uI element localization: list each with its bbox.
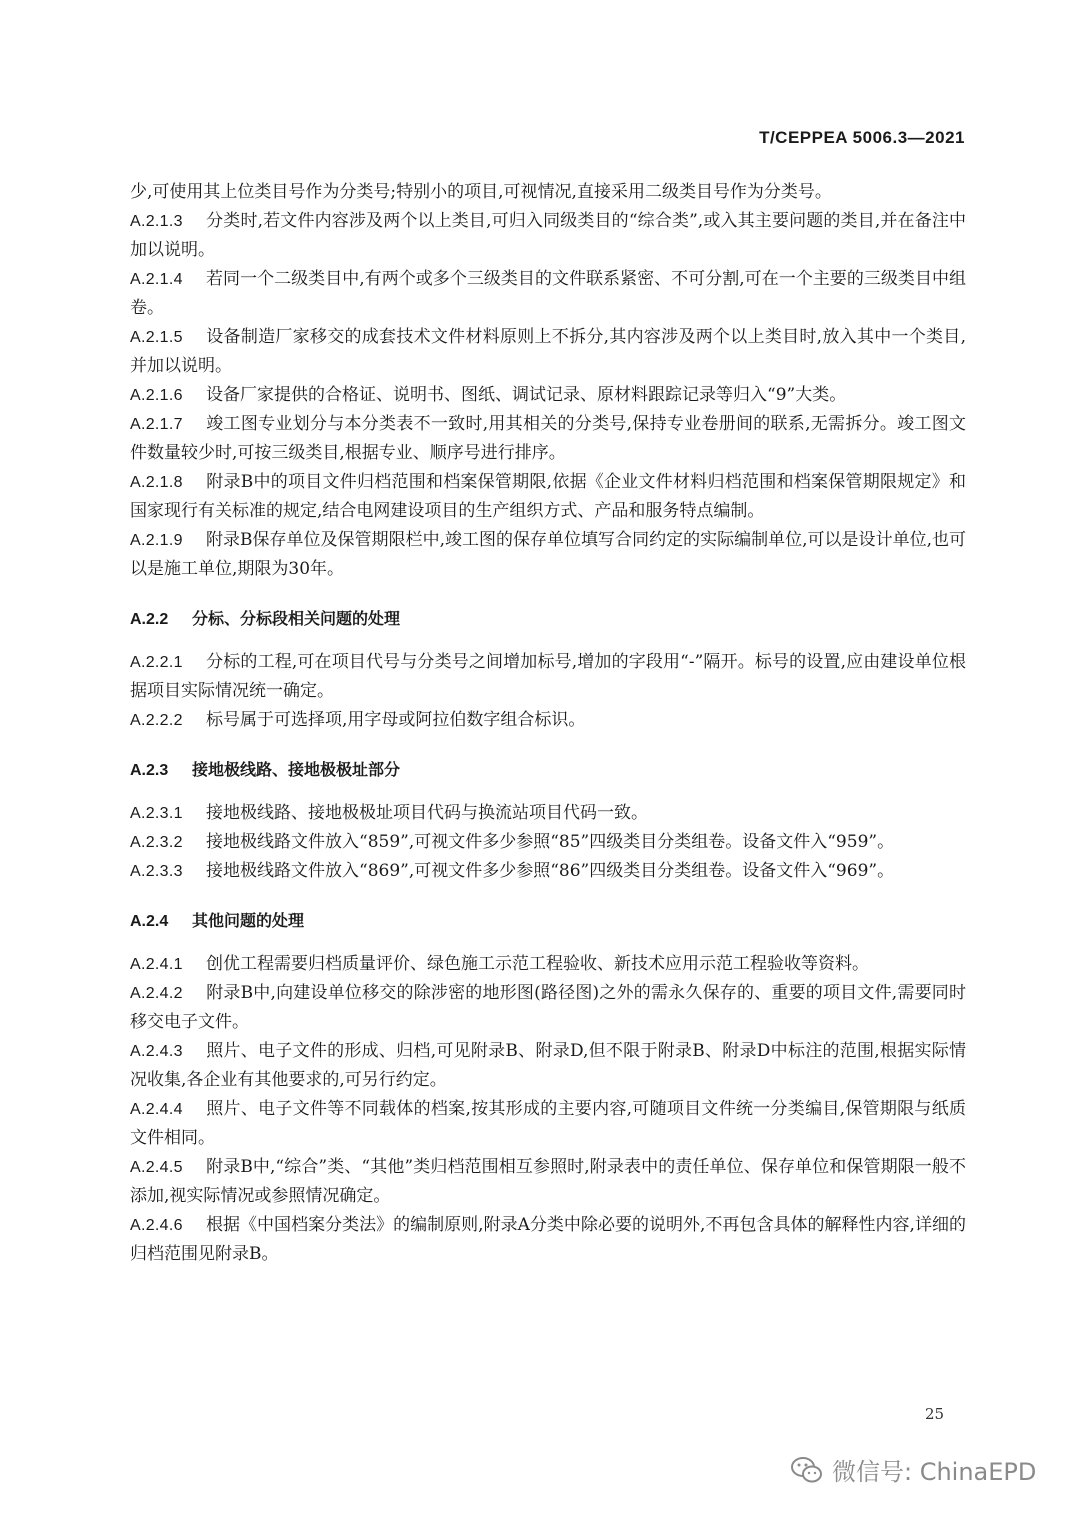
watermark-text: 微信号: ChinaEPD	[832, 1458, 1037, 1486]
clause-paragraph	[130, 1037, 966, 1095]
clause-number: A.2.2.1	[130, 654, 183, 671]
section-heading	[130, 755, 966, 785]
clause-paragraph	[130, 381, 966, 410]
page-number: 25	[925, 1405, 945, 1423]
clause-paragraph	[130, 410, 966, 468]
clause-paragraph	[130, 706, 966, 735]
continuation-paragraph	[130, 178, 966, 207]
clause-text: 附录B中,向建设单位移交的除涉密的地形图(路径图)之外的需永久保存的、重要的项目文件,需要同时移交电子文件。	[130, 983, 966, 1032]
clause-text: 附录B中的项目文件归档范围和档案保管期限,依据《企业文件材料归档范围和档案保管期限规定》和国家现行有关标准的规定,结合电网建设项目的生产组织方式、产品和服务特点编制。	[130, 472, 966, 521]
clause-text: 照片、电子文件的形成、归档,可见附录B、附录D,但不限于附录B、附录D中标注的范围,根据实际情况收集,各企业有其他要求的,可另行约定。	[130, 1041, 966, 1090]
clause-number: A.2.2.2	[130, 712, 183, 729]
clause-number: A.2.4.2	[130, 985, 183, 1002]
clause-paragraph	[130, 323, 966, 381]
wechat-icon	[790, 1455, 824, 1485]
clause-number: A.2.3.3	[130, 863, 183, 880]
clause-number: A.2.3.1	[130, 805, 183, 822]
clause-text: 创优工程需要归档质量评价、绿色施工示范工程验收、新技术应用示范工程验收等资料。	[206, 954, 869, 974]
clause-number: A.2.1.9	[130, 532, 183, 549]
clause-paragraph	[130, 950, 966, 979]
clause-text: 接地极线路、接地极极址部分	[192, 760, 401, 779]
clause-text: 接地极线路文件放入“859”,可视文件多少参照“85”四级类目分类组卷。设备文件入“959”。	[206, 832, 895, 852]
section-heading	[130, 906, 966, 936]
document-body	[130, 178, 966, 1269]
clause-paragraph	[130, 979, 966, 1037]
clause-paragraph	[130, 468, 966, 526]
clause-paragraph	[130, 1211, 966, 1269]
clause-number: A.2.1.8	[130, 474, 183, 491]
clause-number: A.2.1.3	[130, 213, 183, 230]
clause-number: A.2.4.5	[130, 1159, 183, 1176]
clause-text: 标号属于可选择项,用字母或阿拉伯数字组合标识。	[206, 710, 586, 730]
clause-number: A.2.1.7	[130, 416, 183, 433]
clause-number: A.2.3	[130, 762, 169, 779]
clause-text: 分类时,若文件内容涉及两个以上类目,可归入同级类目的“综合类”,或入其主要问题的类目,并在备注中加以说明。	[130, 211, 966, 260]
clause-text: 接地极线路、接地极极址项目代码与换流站项目代码一致。	[206, 803, 648, 823]
clause-text: 分标的工程,可在项目代号与分类号之间增加标号,增加的字段用“-”隔开。标号的设置,应由建设单位根据项目实际情况统一确定。	[130, 652, 966, 701]
clause-paragraph	[130, 648, 966, 706]
watermark	[790, 1452, 1036, 1487]
clause-text: 设备厂家提供的合格证、说明书、图纸、调试记录、原材料跟踪记录等归入“9”大类。	[206, 385, 847, 405]
clause-number: A.2.1.6	[130, 387, 183, 404]
clause-paragraph	[130, 1153, 966, 1211]
clause-number: A.2.1.4	[130, 271, 183, 288]
clause-text: 设备制造厂家移交的成套技术文件材料原则上不拆分,其内容涉及两个以上类目时,放入其中一个类目,并加以说明。	[130, 327, 966, 376]
clause-text: 照片、电子文件等不同载体的档案,按其形成的主要内容,可随项目文件统一分类编目,保管期限与纸质文件相同。	[130, 1099, 966, 1148]
clause-paragraph	[130, 1095, 966, 1153]
clause-number: A.2.4.4	[130, 1101, 183, 1118]
clause-text: 分标、分标段相关问题的处理	[192, 609, 401, 628]
clause-text: 附录B保存单位及保管期限栏中,竣工图的保存单位填写合同约定的实际编制单位,可以是设计单位,也可以是施工单位,期限为30年。	[130, 530, 966, 579]
clause-number: A.2.1.5	[130, 329, 183, 346]
clause-text: 竣工图专业划分与本分类表不一致时,用其相关的分类号,保持专业卷册间的联系,无需拆分。竣工图文件数量较少时,可按三级类目,根据专业、顺序号进行排序。	[130, 414, 966, 463]
clause-text: 若同一个二级类目中,有两个或多个三级类目的文件联系紧密、不可分割,可在一个主要的三级类目中组卷。	[130, 269, 966, 318]
clause-paragraph	[130, 265, 966, 323]
clause-paragraph	[130, 799, 966, 828]
clause-number: A.2.4.3	[130, 1043, 183, 1060]
clause-paragraph	[130, 828, 966, 857]
clause-paragraph	[130, 526, 966, 584]
clause-text: 根据《中国档案分类法》的编制原则,附录A分类中除必要的说明外,不再包含具体的解释性内容,详细的归档范围见附录B。	[130, 1215, 966, 1264]
section-heading	[130, 604, 966, 634]
clause-text: 接地极线路文件放入“869”,可视文件多少参照“86”四级类目分类组卷。设备文件入“969”。	[206, 861, 895, 881]
clause-text: 少,可使用其上位类目号作为分类号;特别小的项目,可视情况,直接采用二级类目号作为分类号。	[130, 182, 832, 202]
clause-number: A.2.4.1	[130, 956, 183, 973]
clause-number: A.2.3.2	[130, 834, 183, 851]
clause-paragraph	[130, 207, 966, 265]
clause-number: A.2.2	[130, 611, 169, 628]
document-code: T/CEPPEA 5006.3—2021	[759, 128, 965, 147]
clause-number: A.2.4	[130, 913, 169, 930]
clause-text: 其他问题的处理	[192, 911, 305, 930]
clause-text: 附录B中,“综合”类、“其他”类归档范围相互参照时,附录表中的责任单位、保存单位和保管期限一般不添加,视实际情况或参照情况确定。	[130, 1157, 966, 1206]
clause-number: A.2.4.6	[130, 1217, 183, 1234]
clause-paragraph	[130, 857, 966, 886]
